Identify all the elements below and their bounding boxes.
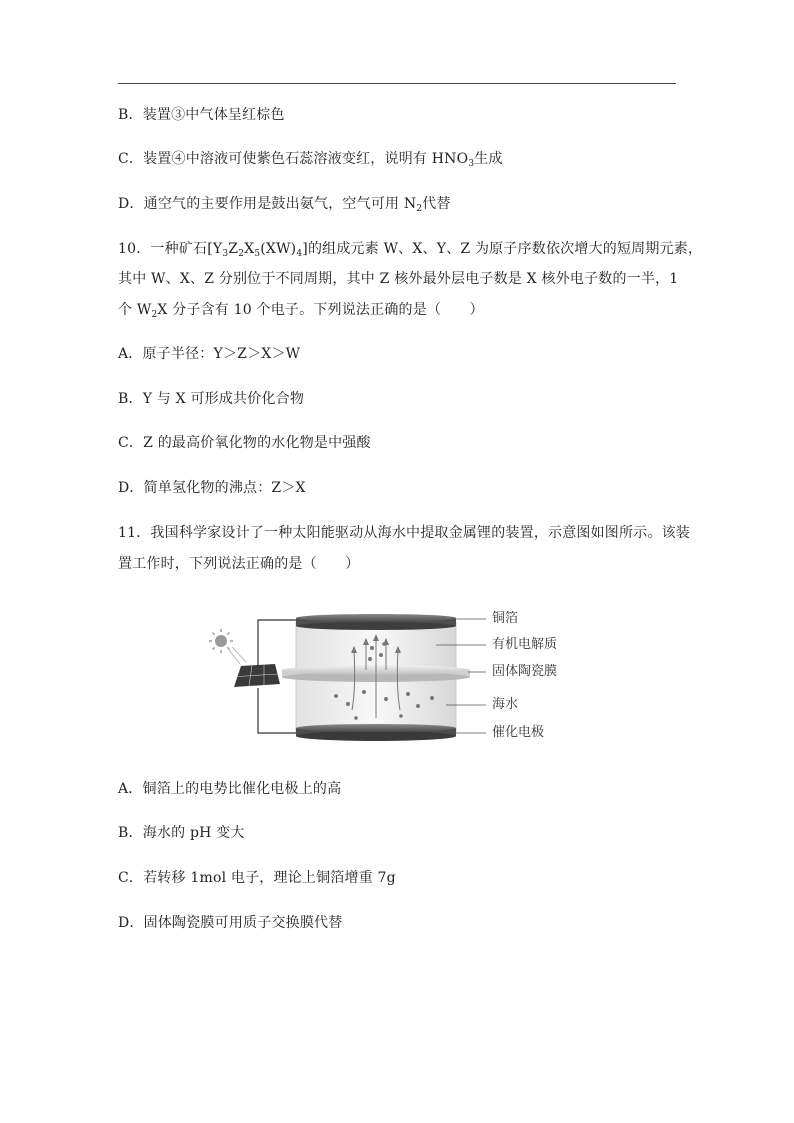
- question-11-stem: 11．我国科学家设计了一种太阳能驱动从海水中提取金属锂的装置，示意图如图所示。该装: [118, 525, 691, 541]
- label-ceramic-membrane: 固体陶瓷膜: [492, 664, 558, 679]
- option-b-q10: B．Y 与 X 可形成共价化合物: [118, 391, 305, 407]
- label-catalytic-electrode: 催化电极: [492, 725, 545, 740]
- label-organic-electrolyte: 有机电解质: [492, 637, 558, 652]
- option-c-q11: C．若转移 1mol 电子，理论上铜箔增重 7g: [118, 870, 396, 886]
- option-b-q9: B．装置③中气体呈红棕色: [118, 107, 285, 123]
- option-d-q9: D．通空气的主要作用是鼓出氨气，空气可用 $N_2$代替: [118, 196, 451, 214]
- electrolysis-device-figure: [196, 600, 576, 760]
- header-rule: [118, 83, 676, 84]
- label-seawater: 海水: [492, 697, 519, 712]
- question-10-stem-line2: 其中 W、X、Z 分别位于不同周期，其中 Z 核外最外层电子数是 X 核外电子数的一半，1: [118, 271, 679, 287]
- option-d-q11: D．固体陶瓷膜可用质子交换膜代替: [118, 915, 343, 931]
- question-10-stem: 10．一种矿石$[Y_3Z_2X_5(XW)_4]$的组成元素 W、X、Y、Z 为原子序数依次增大的短周期元素，: [118, 241, 703, 259]
- option-b-q11: B．海水的 pH 变大: [118, 825, 245, 841]
- question-10-stem-line3: 个 $W_2X$ 分子含有 10 个电子。下列说法正确的是（ ）: [118, 302, 484, 320]
- option-a-q11: A．铜箔上的电势比催化电极上的高: [118, 781, 342, 797]
- solar-panel-icon: [234, 664, 280, 687]
- label-copper-foil: 铜箔: [492, 611, 519, 626]
- question-11-stem-line2: 置工作时，下列说法正确的是（ ）: [118, 556, 360, 572]
- sun-icon: [209, 629, 233, 653]
- option-a-q10: A．原子半径：Y＞Z＞X＞W: [118, 346, 301, 362]
- option-d-q10: D．简单氢化物的沸点：Z＞X: [118, 480, 306, 496]
- option-c-q10: C．Z 的最高价氧化物的水化物是中强酸: [118, 435, 371, 451]
- option-c-q9: C．装置④中溶液可使紫色石蕊溶液变红，说明有 $HNO_3$生成: [118, 151, 503, 169]
